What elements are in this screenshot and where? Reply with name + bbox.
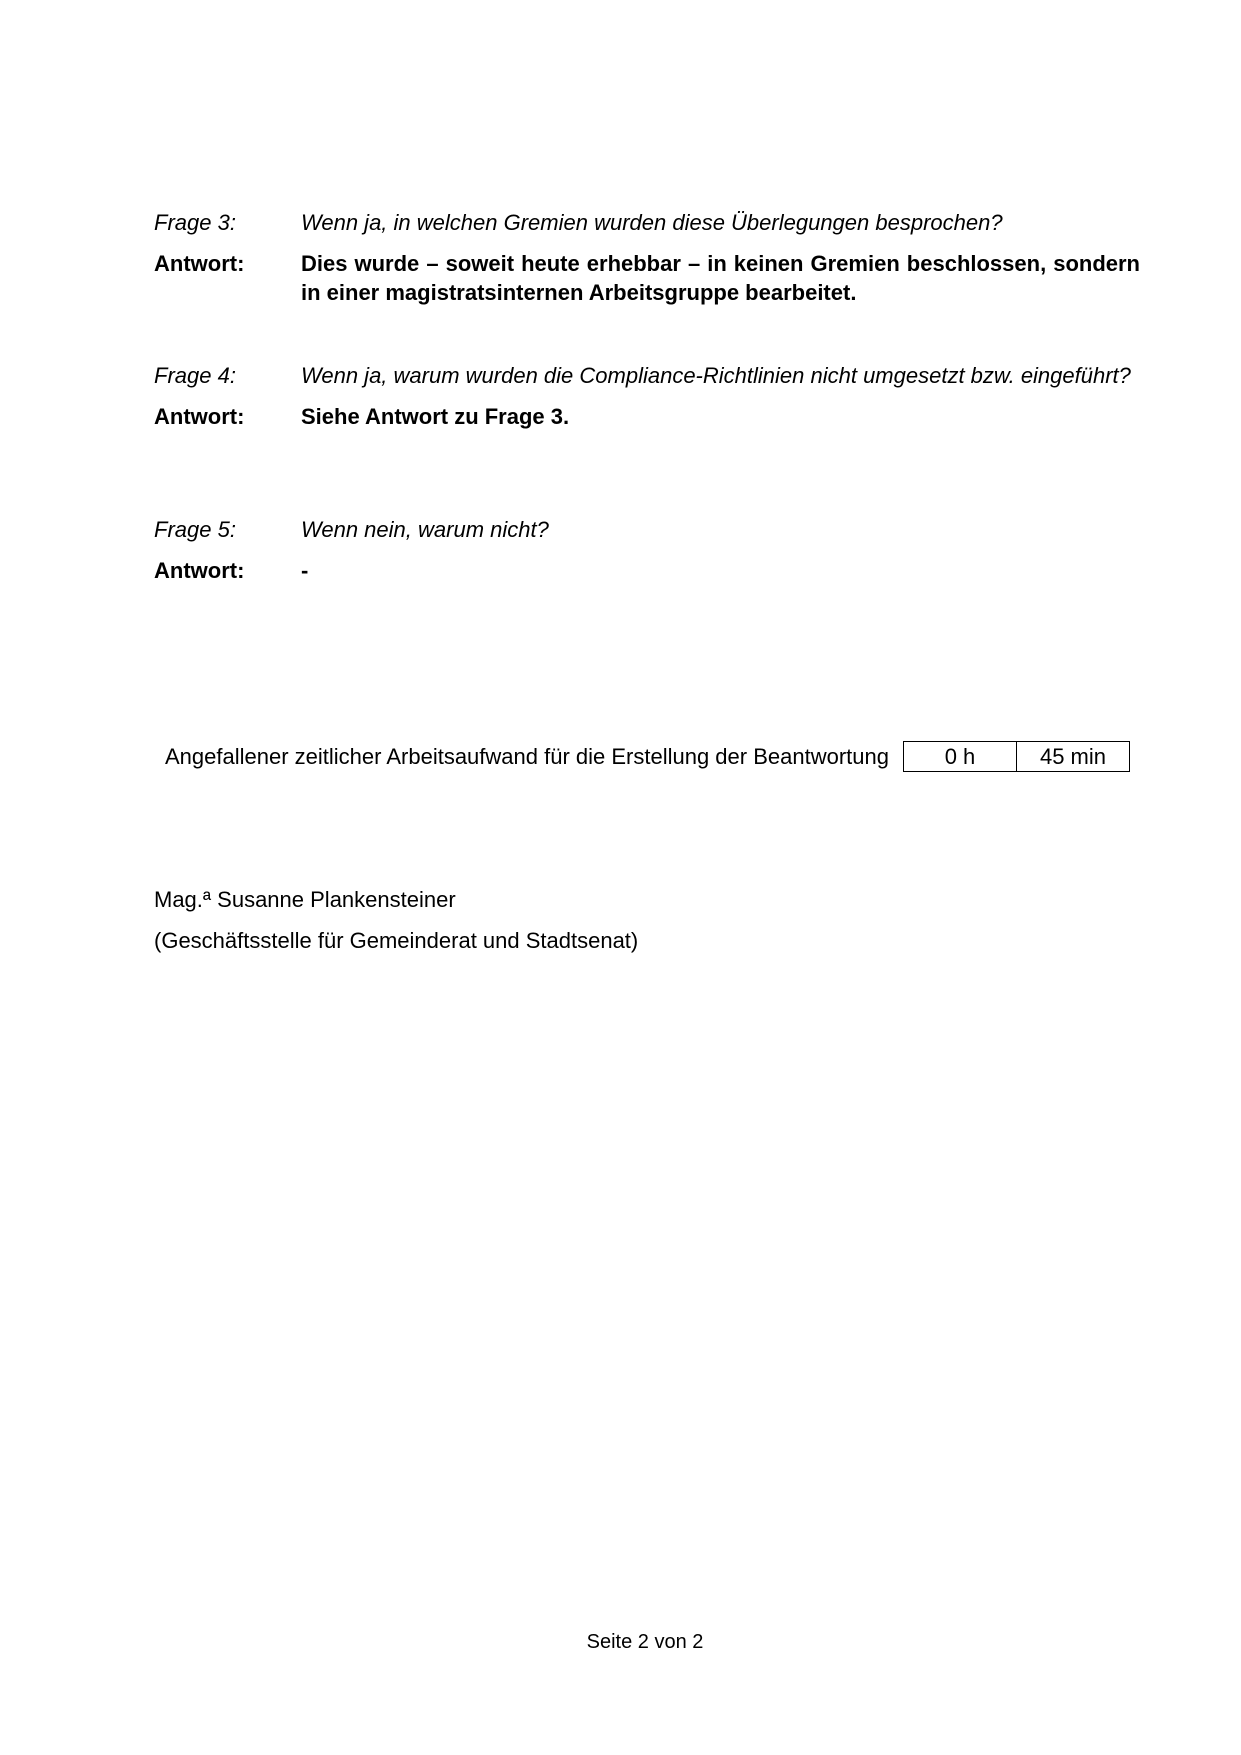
answer-text: Dies wurde – soweit heute erhebbar – in keinen Gremien beschlossen, sondern in einer magistratsinternen Arbeitsgruppe bearbeitet. bbox=[301, 251, 1140, 305]
effort-box bbox=[903, 741, 1130, 772]
question-label: Frage 3: bbox=[154, 210, 236, 235]
signature-name: Mag.ª Susanne Plankensteiner bbox=[154, 887, 456, 912]
effort-hours: 0 h bbox=[944, 744, 976, 769]
question-row bbox=[154, 515, 1140, 544]
answer-label: Antwort: bbox=[154, 404, 245, 429]
effort-minutes: 45 min bbox=[1016, 742, 1129, 771]
answer-label: Antwort: bbox=[154, 558, 245, 583]
question-text: Wenn ja, in welchen Gremien wurden diese Überlegungen besprochen? bbox=[301, 210, 1003, 235]
qa-block-4 bbox=[154, 361, 1140, 431]
effort-row bbox=[165, 741, 1130, 772]
answer-row bbox=[154, 556, 1140, 585]
answer-row bbox=[154, 402, 1140, 431]
question-text: Wenn ja, warum wurden die Compliance-Richtlinien nicht umgesetzt bzw. eingeführt? bbox=[301, 363, 1131, 388]
effort-label: Angefallener zeitlicher Arbeitsaufwand für die Erstellung der Beantwortung bbox=[165, 743, 889, 769]
signature-block bbox=[154, 885, 638, 955]
answer-text: - bbox=[301, 558, 309, 583]
page-number: Seite 2 von 2 bbox=[586, 1631, 704, 1653]
answer-row bbox=[154, 249, 1140, 307]
question-label: Frage 4: bbox=[154, 363, 236, 388]
question-row bbox=[154, 361, 1140, 390]
question-text: Wenn nein, warum nicht? bbox=[301, 517, 549, 542]
qa-block-3 bbox=[154, 208, 1140, 307]
question-label: Frage 5: bbox=[154, 517, 236, 542]
question-row bbox=[154, 208, 1140, 237]
qa-block-5 bbox=[154, 515, 1140, 585]
signature-department: (Geschäftsstelle für Gemeinderat und Stadtsenat) bbox=[154, 928, 639, 953]
answer-text: Siehe Antwort zu Frage 3. bbox=[301, 404, 570, 429]
answer-label: Antwort: bbox=[154, 251, 245, 276]
